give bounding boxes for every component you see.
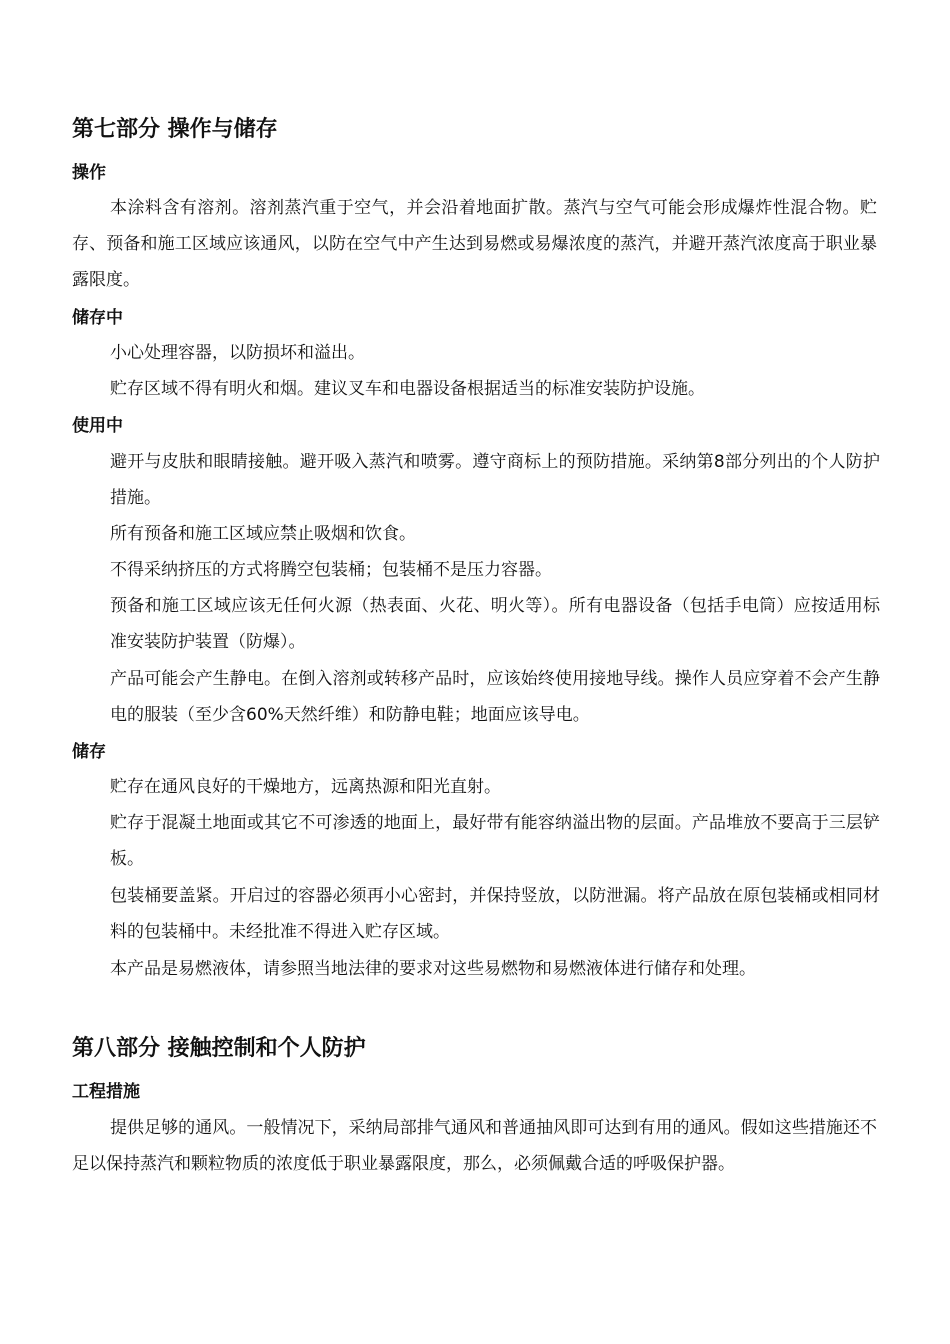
in-use-paragraph: 不得采纳挤压的方式将腾空包装桶；包装桶不是压力容器。 bbox=[110, 560, 552, 580]
in-use-heading: 使用中 bbox=[72, 416, 123, 436]
storage-paragraph: 包装桶要盖紧。开启过的容器必须再小心密封，并保持竖放，以防泄漏。将产品放在原包装桶或相同材料的包装桶中。未经批准不得进入贮存区域。 bbox=[110, 886, 880, 942]
in-storage-paragraph: 贮存区域不得有明火和烟。建议叉车和电器设备根据适当的标准安装防护设施。 bbox=[110, 379, 705, 399]
in-use-paragraph: 产品可能会产生静电。在倒入溶剂或转移产品时，应该始终使用接地导线。操作人员应穿着不会产生静电的服装（至少含60%天然纤维）和防静电鞋；地面应该导电。 bbox=[110, 669, 880, 725]
in-use-paragraph: 所有预备和施工区域应禁止吸烟和饮食。 bbox=[110, 524, 416, 544]
storage-paragraph: 本产品是易燃液体，请参照当地法律的要求对这些易燃物和易燃液体进行储存和处理。 bbox=[110, 959, 756, 979]
in-storage-heading: 储存中 bbox=[72, 308, 123, 328]
handling-heading: 操作 bbox=[72, 163, 106, 183]
in-use-paragraph: 预备和施工区域应该无任何火源（热表面、火花、明火等）。所有电器设备（包括手电筒）应按适用标准安装防护装置（防爆）。 bbox=[110, 596, 880, 652]
engineering-heading: 工程措施 bbox=[72, 1082, 140, 1102]
in-storage-paragraph: 小心处理容器，以防损坏和溢出。 bbox=[110, 343, 365, 363]
storage-paragraph: 贮存在通风良好的干燥地方，远离热源和阳光直射。 bbox=[110, 777, 501, 797]
section-8-title: 第八部分 接触控制和个人防护 bbox=[72, 1036, 366, 1061]
section-7-title: 第七部分 操作与储存 bbox=[72, 117, 278, 142]
handling-paragraph: 本涂料含有溶剂。溶剂蒸汽重于空气，并会沿着地面扩散。蒸汽与空气可能会形成爆炸性混合物。贮存、预备和施工区域应该通风，以防在空气中产生达到易燃或易爆浓度的蒸汽，并避开蒸汽浓度高于职业暴露限度。 bbox=[72, 198, 877, 290]
storage-heading: 储存 bbox=[72, 742, 106, 762]
storage-paragraph: 贮存于混凝土地面或其它不可渗透的地面上，最好带有能容纳溢出物的层面。产品堆放不要高于三层铲板。 bbox=[110, 813, 880, 869]
in-use-paragraph: 避开与皮肤和眼睛接触。避开吸入蒸汽和喷雾。遵守商标上的预防措施。采纳第8部分列出的个人防护措施。 bbox=[110, 452, 880, 508]
engineering-paragraph: 提供足够的通风。一般情况下，采纳局部排气通风和普通抽风即可达到有用的通风。假如这些措施还不足以保持蒸汽和颗粒物质的浓度低于职业暴露限度，那么，必须佩戴合适的呼吸保护器。 bbox=[72, 1118, 877, 1174]
